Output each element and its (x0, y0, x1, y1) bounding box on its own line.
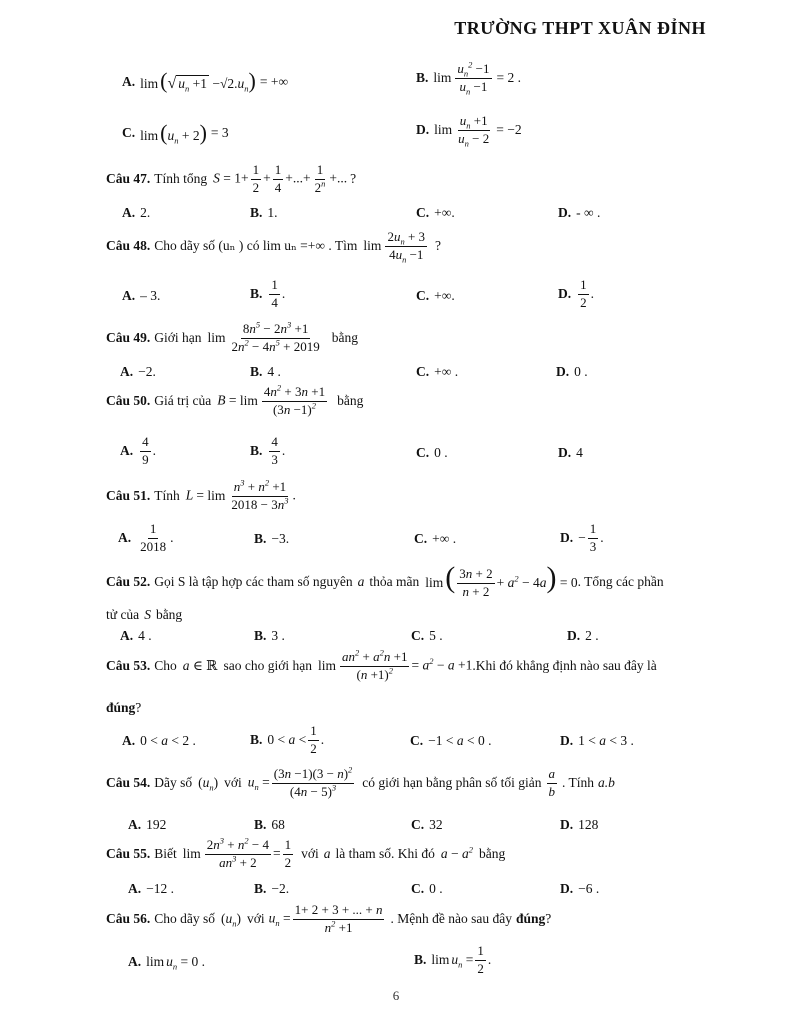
q50-option-d[interactable]: D. 4 (558, 445, 583, 460)
q47-option-c[interactable]: C. +∞. (416, 205, 455, 220)
q49-option-c[interactable]: C. +∞ . (416, 364, 459, 379)
q48-option-d[interactable]: D. $\frac{1}{2}$ . (558, 277, 594, 310)
question-47: Câu 47. Tính tổng S = 1+ $\frac{1}{2}$ + $\frac{1}{4}$ +...+ $\frac{1}{2^n}$ +... ? (106, 162, 357, 195)
question-56: Câu 56. Cho dãy số $(u_n)$ với $u_n$ = $\frac{1+ 2 + 3 + ... + n}{n^2 +1}$ . Mệnh đề nào sau đây đúng ? (106, 902, 552, 935)
option-text: = 2 . (496, 70, 521, 86)
q46-option-a[interactable]: A. lim(√ $u_n +1 -√2.u_n$) = +∞ (122, 68, 289, 94)
q53-option-b[interactable]: B. 0 < a < $\frac{1}{2}$ . (250, 723, 325, 756)
q48-option-c[interactable]: C. +∞. (416, 288, 455, 303)
q46-option-c[interactable]: C. $\lim(u_n + 2)$ = 3 (122, 120, 229, 146)
q52-option-d[interactable]: D. 2 . (567, 628, 599, 643)
q52-option-b[interactable]: B. 3 . (254, 628, 285, 643)
q51-option-d[interactable]: D. − $\frac{1}{3}$ . (560, 521, 604, 554)
option-text: = +∞ (259, 73, 289, 89)
q47-option-b[interactable]: B. 1. (250, 205, 278, 220)
q56-option-b[interactable]: B. $\lim u_n$ = $\frac{1}{2}$ . (414, 943, 492, 976)
option-label: B. (416, 70, 429, 86)
question-52-line2: tử của S bằng (106, 607, 183, 622)
q51-option-b[interactable]: B. −3. (254, 531, 290, 546)
q49-option-a[interactable]: A. −2. (120, 364, 156, 379)
question-50: Câu 50. Giá trị của B = lim $\frac{4n^2 + 3n +1}{(3n -1)^2}$ bằng (106, 382, 364, 417)
q50-option-b[interactable]: B. $\frac{4}{3}$ . (250, 434, 286, 467)
q53-option-c[interactable]: C. −1 < a < 0 . (410, 733, 492, 748)
q54-option-b[interactable]: B. 68 (254, 817, 285, 832)
option-label: D. (416, 122, 430, 138)
q53-option-a[interactable]: A. 0 < a < 2 . (122, 733, 196, 748)
question-52: Câu 52. Gọi S là tập hợp các tham số nguyên a thỏa mãn lim( $\frac{3n + 2}{n + 2}$ + $a^2 - 4a) = 0$ . Tổng các phần (106, 561, 664, 600)
option-label: C. (122, 125, 136, 140)
q49-option-d[interactable]: D. 0 . (556, 364, 588, 379)
q51-option-c[interactable]: C. +∞ . (414, 531, 457, 546)
q48-option-a[interactable]: A. – 3. (122, 288, 161, 303)
q47-option-d[interactable]: D. - ∞ . (558, 205, 601, 220)
q54-option-a[interactable]: A. 192 (128, 817, 167, 832)
q54-option-c[interactable]: C. 32 (411, 817, 443, 832)
q54-option-d[interactable]: D. 128 (560, 817, 599, 832)
q46-option-b[interactable]: B. lim $\frac{u_n^2 -1}{u_n -1}$ = 2 . (416, 59, 521, 97)
question-49: Câu 49. Giới hạn lim $\frac{8n^5 - 2n^3 +1}{2n^2 - 4n^5 + 2019}$ bằng (106, 319, 358, 354)
q49-option-b[interactable]: B. 4 . (250, 364, 281, 379)
page-number: 6 (392, 988, 400, 1003)
q55-option-d[interactable]: D. −6 . (560, 881, 600, 896)
q53-option-d[interactable]: D. 1 < a < 3 . (560, 733, 634, 748)
question-53: Câu 53. Cho a ∈ ℝ sao cho giới hạn lim $\frac{an^2 + a^2n +1}{(n +1)^2}$ = $a^2 - a +1$ .Khi đó khẳng định nào sau đây là (106, 647, 657, 682)
q55-option-b[interactable]: B. −2. (254, 881, 290, 896)
q48-option-b[interactable]: B. $\frac{1}{4}$ . (250, 277, 286, 310)
q50-option-a[interactable]: A. $\frac{4}{9}$ . (120, 434, 156, 467)
question-54: Câu 54. Dãy số $(u_n)$ với $u_n$ = $\frac{(3n -1)(3 - n)^2}{(4n - 5)^3}$ có giới hạn bằng phân số tối giản $\frac{a}{b}$ . Tính a.b (106, 764, 615, 799)
option-text: = 3 (210, 125, 229, 140)
q55-option-c[interactable]: C. 0 . (411, 881, 443, 896)
option-label: A. (122, 73, 136, 89)
option-text: = −2 (496, 122, 522, 138)
q46-option-d[interactable]: D. lim $\frac{u_n +1}{u_n - 2}$ = −2 (416, 113, 522, 149)
q52-option-a[interactable]: A. 4 . (120, 628, 152, 643)
question-53-line2: đúng ? (106, 700, 142, 715)
question-48: Câu 48. Cho dãy số (uₙ ) có lim uₙ =+∞ . Tìm lim $\frac{2u_n + 3}{4u_n -1}$ ? (106, 229, 442, 265)
q47-option-a[interactable]: A. 2. (122, 205, 151, 220)
q56-option-a[interactable]: A. $\lim u_n = 0$ . (128, 954, 206, 972)
q50-option-c[interactable]: C. 0 . (416, 445, 448, 460)
q51-option-a[interactable]: A. $\frac{1}{2018}$ . (118, 521, 174, 554)
question-51: Câu 51. Tính L = lim $\frac{n^3 + n^2 +1}{2018 - 3n^3}$ . (106, 477, 296, 512)
question-55: Câu 55. Biết lim $\frac{2n^3 + n^2 - 4}{an^3 + 2}$ = $\frac{1}{2}$ với a là tham số. Khi đó $a - a^2$ bằng (106, 835, 506, 870)
q55-option-a[interactable]: A. −12 . (128, 881, 174, 896)
school-name-header: TRƯỜNG THPT XUÂN ĐỈNH (454, 18, 706, 38)
q52-option-c[interactable]: C. 5 . (411, 628, 443, 643)
